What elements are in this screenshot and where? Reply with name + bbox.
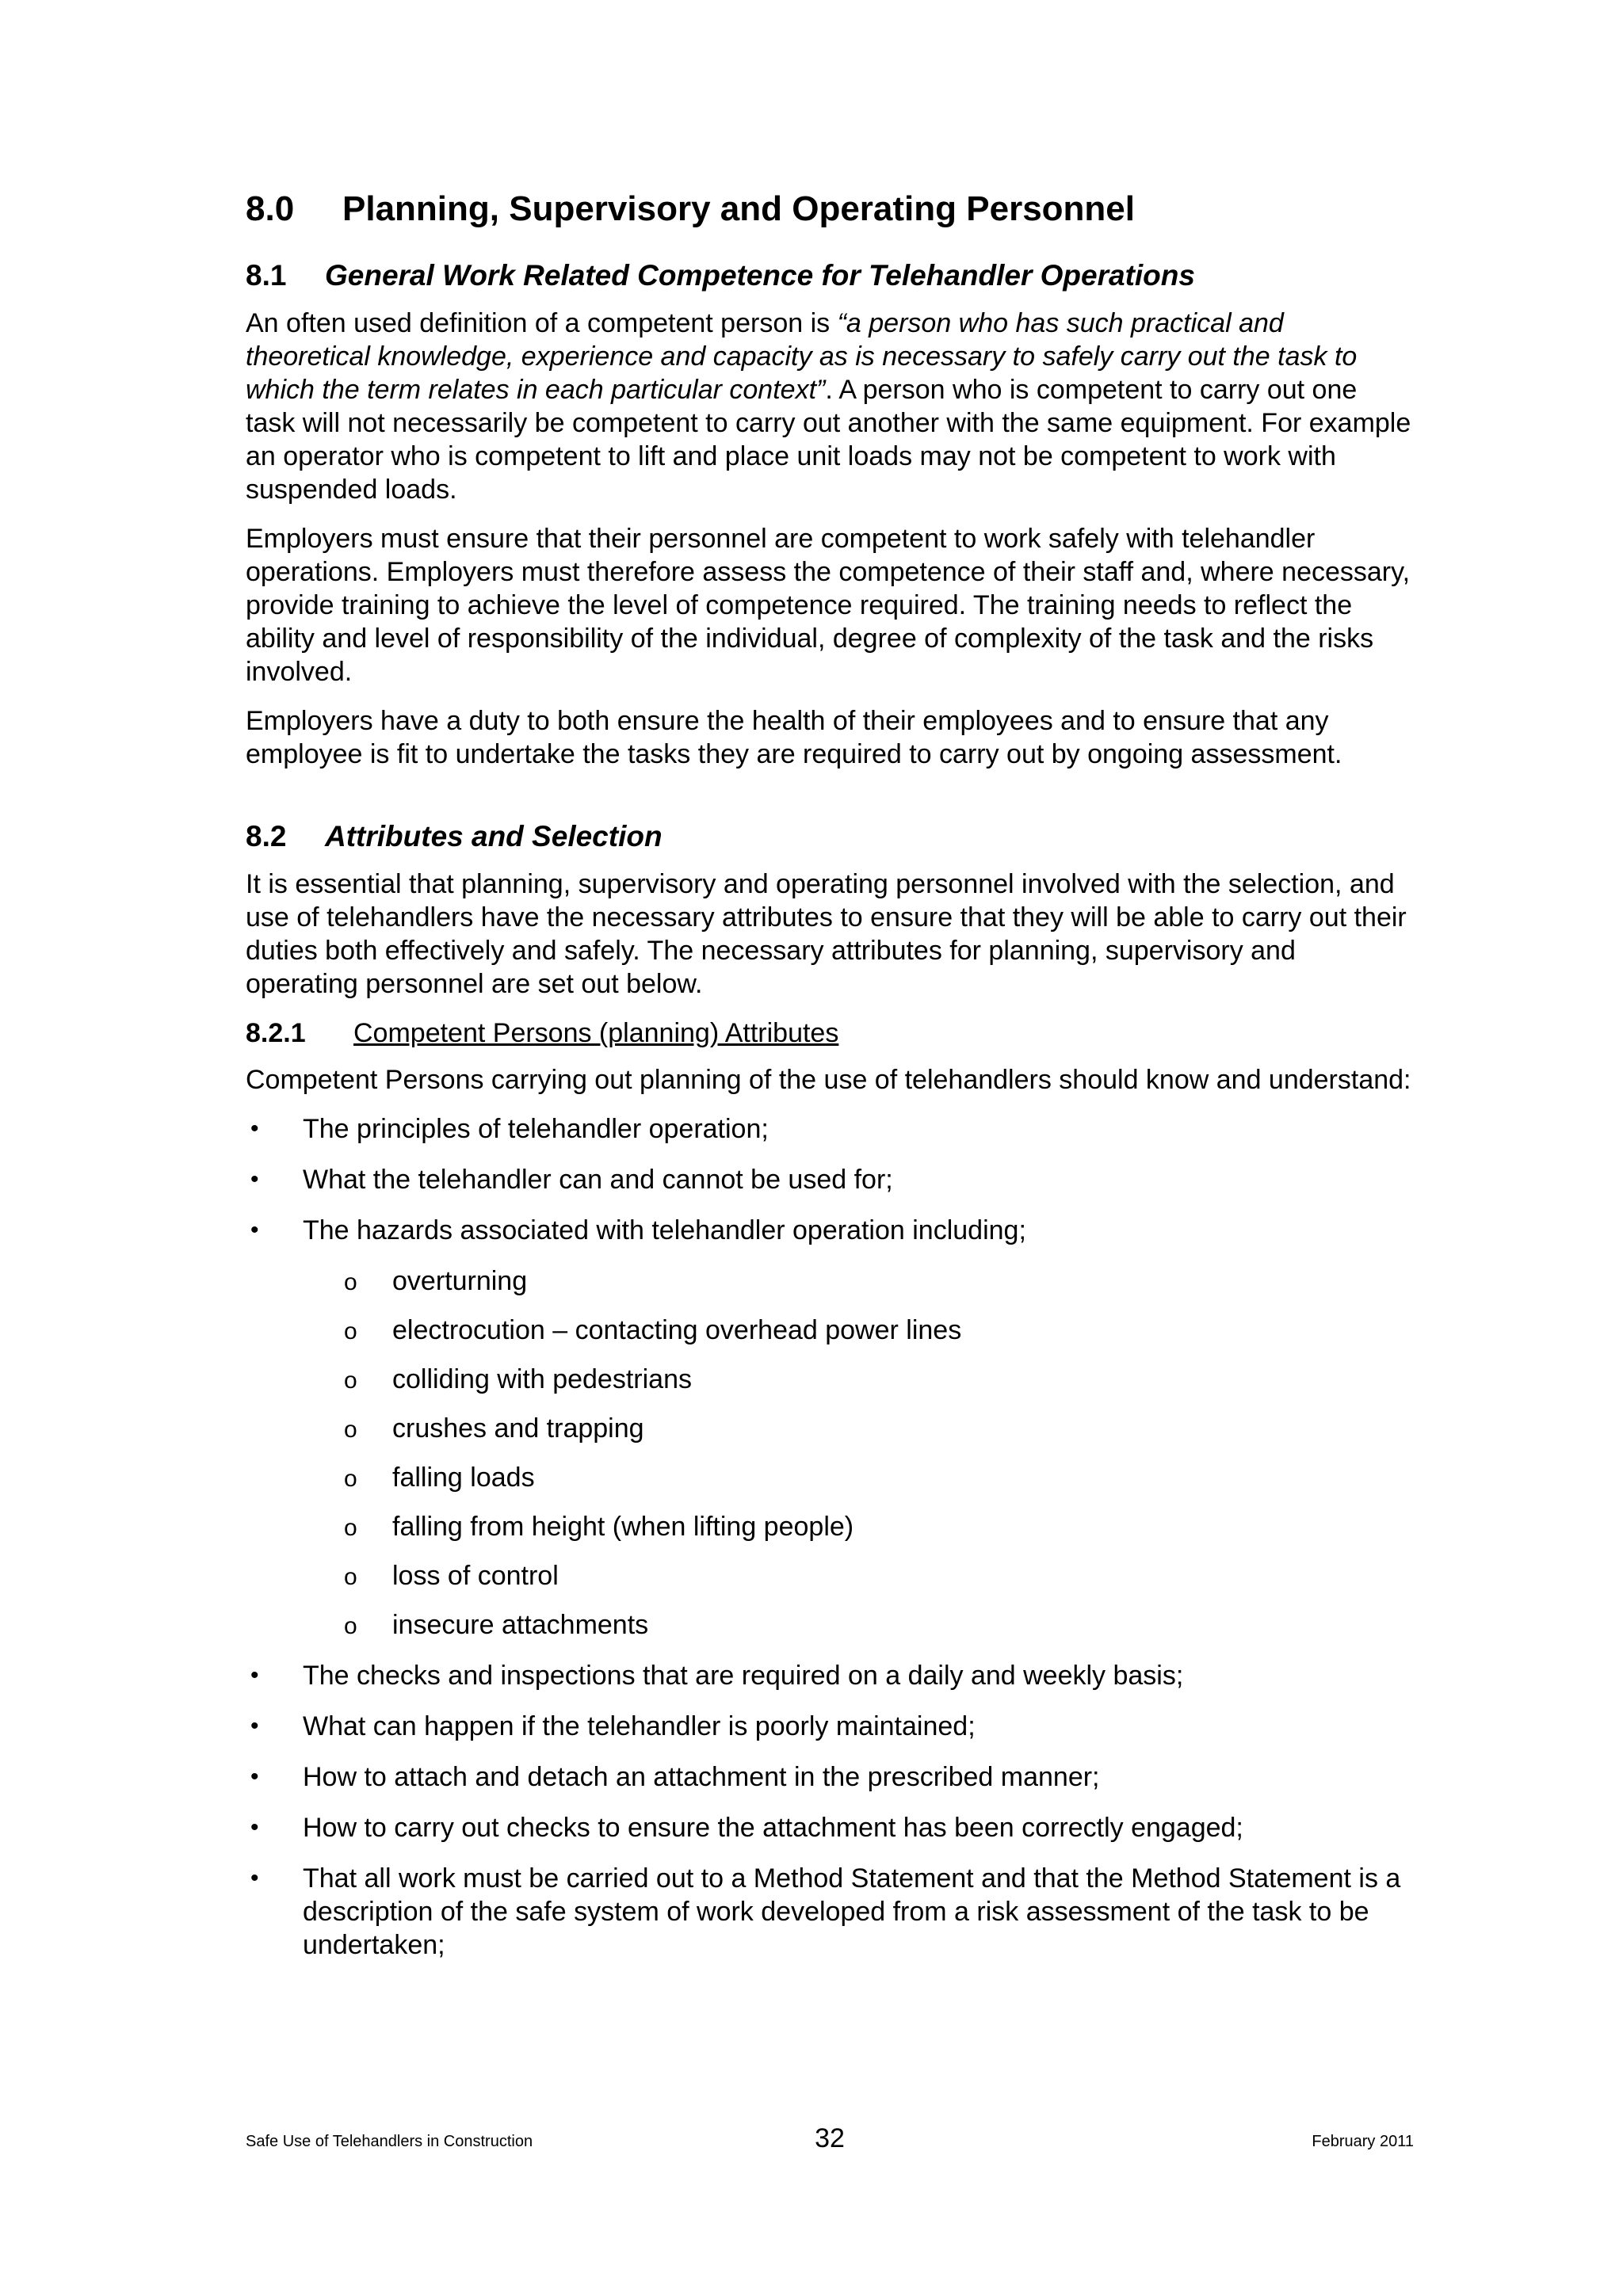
definition-quote: “a person who has such practical and theoretical knowledge, experience and capacity as is necessary to safely carry out the task to which the term relates in each particular context”	[246, 308, 1358, 406]
list-item	[246, 1811, 1414, 1844]
employer-competence-paragraph: Employers must ensure that their personnel are competent to work safely with telehandler operations. Employers must therefore assess the competence of their staff and, where necessary, provide training to achieve the level of competence required. The training needs to reflect the ability and level of responsibility of the individual, degree of complexity of the task and the risks involved.	[246, 524, 1411, 688]
section-spacer	[246, 787, 1414, 818]
planning-intro-paragraph: Competent Persons carrying out planning of the use of telehandlers should know and understand:	[246, 1064, 1411, 1095]
list-item	[246, 1163, 1414, 1196]
list-item	[246, 1112, 1414, 1146]
sub-list-item-text: falling loads	[392, 1462, 535, 1493]
page-content	[246, 189, 1414, 1979]
employer-duty-paragraph: Employers have a duty to both ensure the health of their employees and to ensure that any employee is fit to undertake the tasks they are required to carry out by ongoing assessment.	[246, 706, 1342, 770]
footer-date: February 2011	[1312, 2133, 1414, 2150]
bullet-marker: •	[250, 1661, 259, 1688]
sub-bullet-marker: o	[344, 1268, 357, 1295]
section-number: 8.1	[246, 258, 287, 292]
sub-list-item-text: loss of control	[392, 1560, 559, 1591]
bullet-marker: •	[250, 1216, 259, 1243]
sub-list-item-text: overturning	[392, 1265, 528, 1296]
sub-bullet-marker: o	[344, 1612, 357, 1639]
footer-document-title: Safe Use of Telehandlers in Construction	[246, 2133, 533, 2150]
page-footer	[246, 2123, 1414, 2163]
sub-list-item	[246, 1461, 1414, 1494]
sub-list-item-text: falling from height (when lifting people)	[392, 1511, 854, 1542]
attributes-list	[246, 1112, 1414, 1247]
list-item	[246, 1710, 1414, 1743]
sub-list-item-text: electrocution – contacting overhead power lines	[392, 1314, 962, 1345]
section-title: Planning, Supervisory and Operating Personnel	[342, 189, 1135, 228]
section-8-1-heading	[246, 257, 1414, 294]
section-number: 8.0	[246, 189, 295, 228]
section-8-heading	[246, 189, 1414, 231]
list-item-text: How to carry out checks to ensure the attachment has been correctly engaged;	[303, 1812, 1243, 1843]
bullet-marker: •	[250, 1763, 259, 1790]
sub-bullet-marker: o	[344, 1367, 357, 1394]
list-item-text: The hazards associated with telehandler operation including;	[303, 1215, 1026, 1245]
sub-list-item	[246, 1510, 1414, 1543]
hazards-sublist	[246, 1264, 1414, 1642]
sub-list-item	[246, 1314, 1414, 1347]
sub-list-item-text: insecure attachments	[392, 1609, 649, 1640]
sub-list-item	[246, 1363, 1414, 1396]
sub-list-item	[246, 1264, 1414, 1298]
sub-bullet-marker: o	[344, 1465, 357, 1492]
section-title: Competent Persons (planning) Attributes	[353, 1018, 839, 1049]
page-number: 32	[815, 2123, 845, 2153]
sub-bullet-marker: o	[344, 1514, 357, 1541]
list-item	[246, 1659, 1414, 1692]
attributes-paragraph: It is essential that planning, supervisory and operating personnel involved with the selection, and use of telehandlers have the necessary attributes to ensure that they will be able to carry out their duties both effectively and safely. The necessary attributes for planning, supervisory and operating personnel are set out below.	[246, 869, 1407, 1000]
section-number: 8.2	[246, 820, 287, 853]
list-item-text: How to attach and detach an attachment in the prescribed manner;	[303, 1761, 1100, 1792]
sub-list-item	[246, 1608, 1414, 1642]
sub-list-item-text: crushes and trapping	[392, 1413, 644, 1444]
sub-bullet-marker: o	[344, 1318, 357, 1344]
section-8-2-heading	[246, 818, 1414, 855]
paragraph-intro: An often used definition of a competent person is	[246, 308, 838, 339]
list-item	[246, 1214, 1414, 1247]
section-8-2-1-heading	[246, 1016, 1414, 1051]
sub-bullet-marker: o	[344, 1563, 357, 1590]
bullet-marker: •	[250, 1814, 259, 1840]
bullet-marker: •	[250, 1864, 259, 1891]
list-item	[246, 1760, 1414, 1794]
paragraph-rest: . A person who is competent to carry out one task will not necessarily be competent to carry out another with the same equipment. For example an operator who is competent to lift and place unit loads may not be competent to work with suspended loads.	[246, 375, 1411, 505]
sub-list-item	[246, 1559, 1414, 1592]
list-item-text: That all work must be carried out to a Method Statement and that the Method Statement is a description of the safe system of work developed from a risk assessment of the task to be undertaken;	[303, 1863, 1401, 1960]
list-item-text: The principles of telehandler operation;	[303, 1113, 769, 1144]
sub-list-item-text: colliding with pedestrians	[392, 1363, 692, 1394]
competence-definition-paragraph	[246, 307, 1414, 506]
list-item	[246, 1862, 1414, 1962]
bullet-marker: •	[250, 1712, 259, 1739]
list-item-text: What the telehandler can and cannot be used for;	[303, 1164, 893, 1195]
sub-bullet-marker: o	[344, 1416, 357, 1443]
section-number: 8.2.1	[246, 1018, 306, 1049]
list-item-text: The checks and inspections that are required on a daily and weekly basis;	[303, 1660, 1184, 1691]
section-title: General Work Related Competence for Telehandler Operations	[325, 258, 1195, 292]
bullet-marker: •	[250, 1115, 259, 1142]
sub-list-item	[246, 1412, 1414, 1445]
list-item-text: What can happen if the telehandler is poorly maintained;	[303, 1711, 976, 1741]
attributes-list-continued	[246, 1659, 1414, 1962]
bullet-marker: •	[250, 1165, 259, 1192]
section-title: Attributes and Selection	[325, 820, 663, 853]
